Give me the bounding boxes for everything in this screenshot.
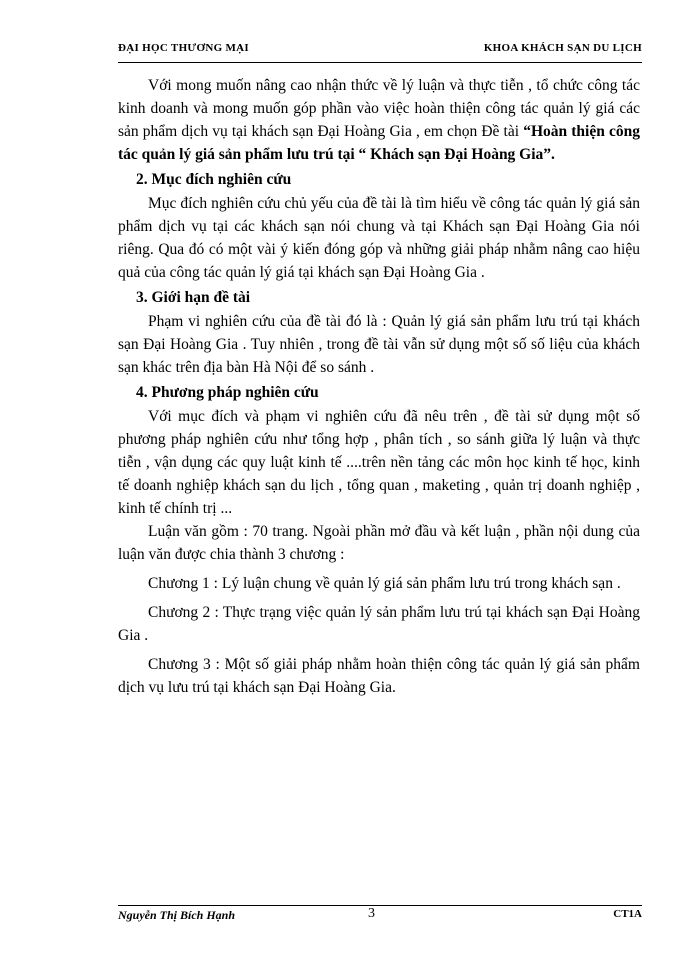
structure-summary: Luận văn gồm : 70 trang. Ngoài phần mở đầu và kết luận , phần nội dung của luận văn được chia thành 3 chương :	[118, 523, 640, 563]
header-university: ĐẠI HỌC THƯƠNG MẠI	[118, 42, 249, 54]
paragraph-research-purpose: Mục đích nghiên cứu chủ yếu của đề tài là tìm hiểu về công tác quản lý giá sản phẩm dịch vụ tại các khách sạn nói chung và tại Khách sạn Đại Hoàng Gia nói riêng. Qua đó có một vài ý kiến đóng góp và những giải pháp nhằm nâng cao hiệu quả của công tác quản lý giá tại khách sạn Đại Hoàng Gia .	[118, 195, 640, 281]
header-divider	[118, 62, 642, 63]
heading-scope: 3. Giới hạn đề tài	[136, 289, 251, 306]
document-body	[118, 74, 640, 699]
chapter-1: Chương 1 : Lý luận chung về quản lý giá sản phẩm lưu trú trong khách sạn .	[148, 575, 621, 592]
intro-paragraph	[118, 74, 640, 166]
thesis-topic: “Hoàn thiện công tác quản lý giá sản phẩm lưu trú tại “ Khách sạn Đại Hoàng Gia”.	[118, 123, 640, 163]
chapter-3: Chương 3 : Một số giải pháp nhằm hoàn thiện công tác quản lý giá sản phẩm dịch vụ lưu trú tại khách sạn Đại Hoàng Gia.	[118, 656, 640, 696]
intro-text: Với mong muốn nâng cao nhận thức về lý luận và thực tiễn , tổ chức công tác kinh doanh và mong muốn góp phần vào việc hoàn thiện công tác quản lý giá các sản phẩm dịch vụ tại khách sạn Đại Hoàng Gia , em chọn Đề tài	[118, 77, 640, 140]
paragraph-scope: Phạm vi nghiên cứu của đề tài đó là : Quản lý giá sản phẩm lưu trú tại khách sạn Đại Hoàng Gia . Tuy nhiên , trong đề tài vẫn sử dụng một số số liệu của khách sạn khác trên địa bàn Hà Nội để so sánh .	[118, 313, 640, 376]
paragraph-methods: Với mục đích và phạm vi nghiên cứu đã nêu trên , đề tài sử dụng một số phương pháp nghiên cứu như tổng hợp , phân tích , so sánh giữa lý luận và thực tiễn , vận dụng các quy luật kinh tế ....trên nền tảng các môn học kinh tế học, kinh tế doanh nghiệp khách sạn du lịch , tổng quan , maketing , quản trị doanh nghiệp , kinh tế chính trị ...	[118, 408, 640, 517]
page-number: 3	[368, 906, 375, 921]
heading-research-purpose: 2. Mục đích nghiên cứu	[136, 171, 292, 188]
header-faculty: KHOA KHÁCH SẠN DU LỊCH	[483, 42, 642, 54]
footer-class: CT1A	[613, 908, 642, 920]
footer-divider	[118, 905, 642, 906]
page-header	[118, 42, 642, 58]
page-footer	[118, 908, 642, 926]
heading-methods: 4. Phương pháp nghiên cứu	[136, 384, 319, 401]
footer-author: Nguyễn Thị Bích Hạnh	[118, 908, 236, 922]
chapter-2: Chương 2 : Thực trạng việc quản lý sản phẩm lưu trú tại khách sạn Đại Hoàng Gia .	[118, 604, 640, 644]
